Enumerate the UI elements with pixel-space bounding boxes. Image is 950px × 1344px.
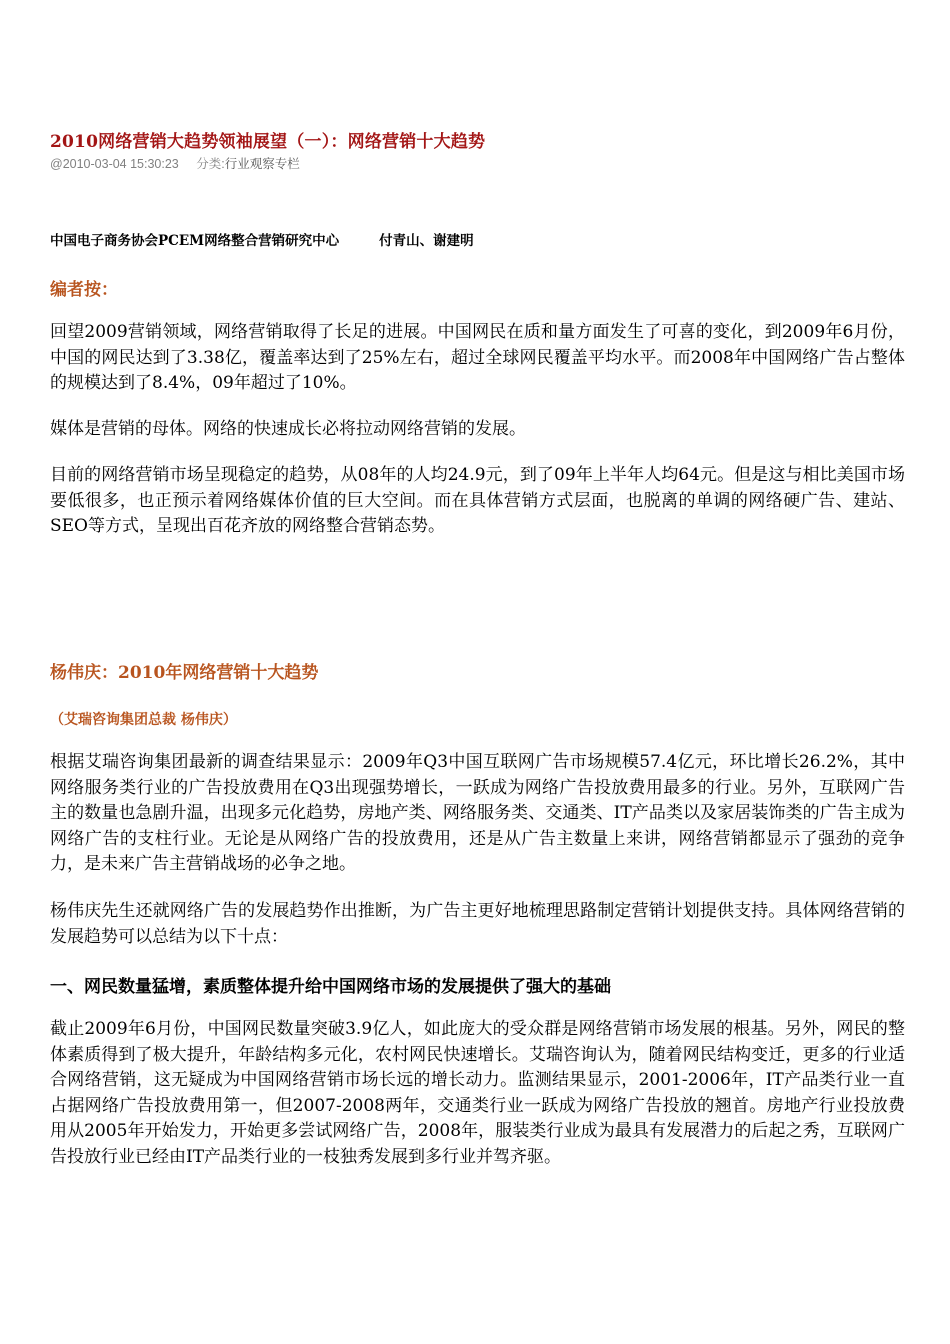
editor-note-paragraph-1: 回望2009营销领域，网络营销取得了长足的进展。中国网民在质和量方面发生了可喜的变化，到2009年6月份，中国的网民达到了3.38亿，覆盖率达到了25%左右，超过全球网民覆盖平均水平。而2008年中国网络广告占整体的规模达到了8.4%，09年超过了10%。 <box>50 322 905 393</box>
author-org: 中国电子商务协会PCEM网络整合营销研究中心 <box>50 233 340 249</box>
section-paragraph-2: 杨伟庆先生还就网络广告的发展趋势作出推断，为广告主更好地梳理思路制定营销计划提供支持。具体网络营销的发展趋势可以总结为以下十点： <box>50 901 905 947</box>
point-1-paragraph: 截止2009年6月份，中国网民数量突破3.9亿人，如此庞大的受众群是网络营销市场发展的根基。另外，网民的整体素质得到了极大提升，年龄结构多元化，农村网民快速增长。艾瑞咨询认为，随着网民结构变迁，更多的行业适合网络营销，这无疑成为中国网络营销市场长远的增长动力。监测结果显示，2001-2006年，IT产品类行业一直占据网络广告投放费用第一，但2007-2008两年，交通类行业一跃成为网络广告投放的翘首。房地产行业投放费用从2005年开始发力，开始更多尝试网络广告，2008年，服装类行业成为最具有发展潜力的后起之秀，互联网广告投放行业已经由IT产品类行业的一枝独秀发展到多行业并驾齐驱。 <box>50 1019 905 1167</box>
editor-note-paragraph-2: 媒体是营销的母体。网络的快速成长必将拉动网络营销的发展。 <box>50 419 526 439</box>
category-link[interactable]: 行业观察专栏 <box>224 157 300 171</box>
editor-note-heading: 编者按： <box>50 280 118 300</box>
section-paragraph-1: 根据艾瑞咨询集团最新的调查结果显示：2009年Q3中国互联网广告市场规模57.4亿元，环比增长26.2%，其中网络服务类行业的广告投放费用在Q3出现强势增长，一跃成为网络广告投放费用最多的行业。另外，互联网广告主的数量也急剧升温，出现多元化趋势，房地产类、网络服务类、交通类、IT产品类以及家居装饰类的广告主成为网络广告的支柱行业。无论是从网络广告的投放费用，还是从广告主数量上来讲，网络营销都显示了强劲的竞争力，是未来广告主营销战场的必争之地。 <box>50 752 905 874</box>
article-meta <box>50 154 300 172</box>
editor-note-paragraph-3: 目前的网络营销市场呈现稳定的趋势，从08年的人均24.9元，到了09年上半年人均64元。但是这与相比美国市场要低很多，也正预示着网络媒体价值的巨大空间。而在具体营销方式层面，也脱离的单调的网络硬广告、建站、SEO等方式，呈现出百花齐放的网络整合营销态势。 <box>50 465 905 536</box>
article-title: 2010网络营销大趋势领袖展望（一）：网络营销十大趋势 <box>50 132 486 152</box>
author-names: 付青山、谢建明 <box>379 233 474 249</box>
section-heading: 杨伟庆：2010年网络营销十大趋势 <box>50 663 319 683</box>
author-line <box>50 229 474 249</box>
article-timestamp: @2010-03-04 15:30:23 <box>50 157 179 171</box>
category-label: 分类: <box>196 157 225 171</box>
section-byline: （艾瑞咨询集团总裁 杨伟庆） <box>50 712 237 728</box>
point-1-heading: 一、网民数量猛增，素质整体提升给中国网络市场的发展提供了强大的基础 <box>50 977 611 997</box>
